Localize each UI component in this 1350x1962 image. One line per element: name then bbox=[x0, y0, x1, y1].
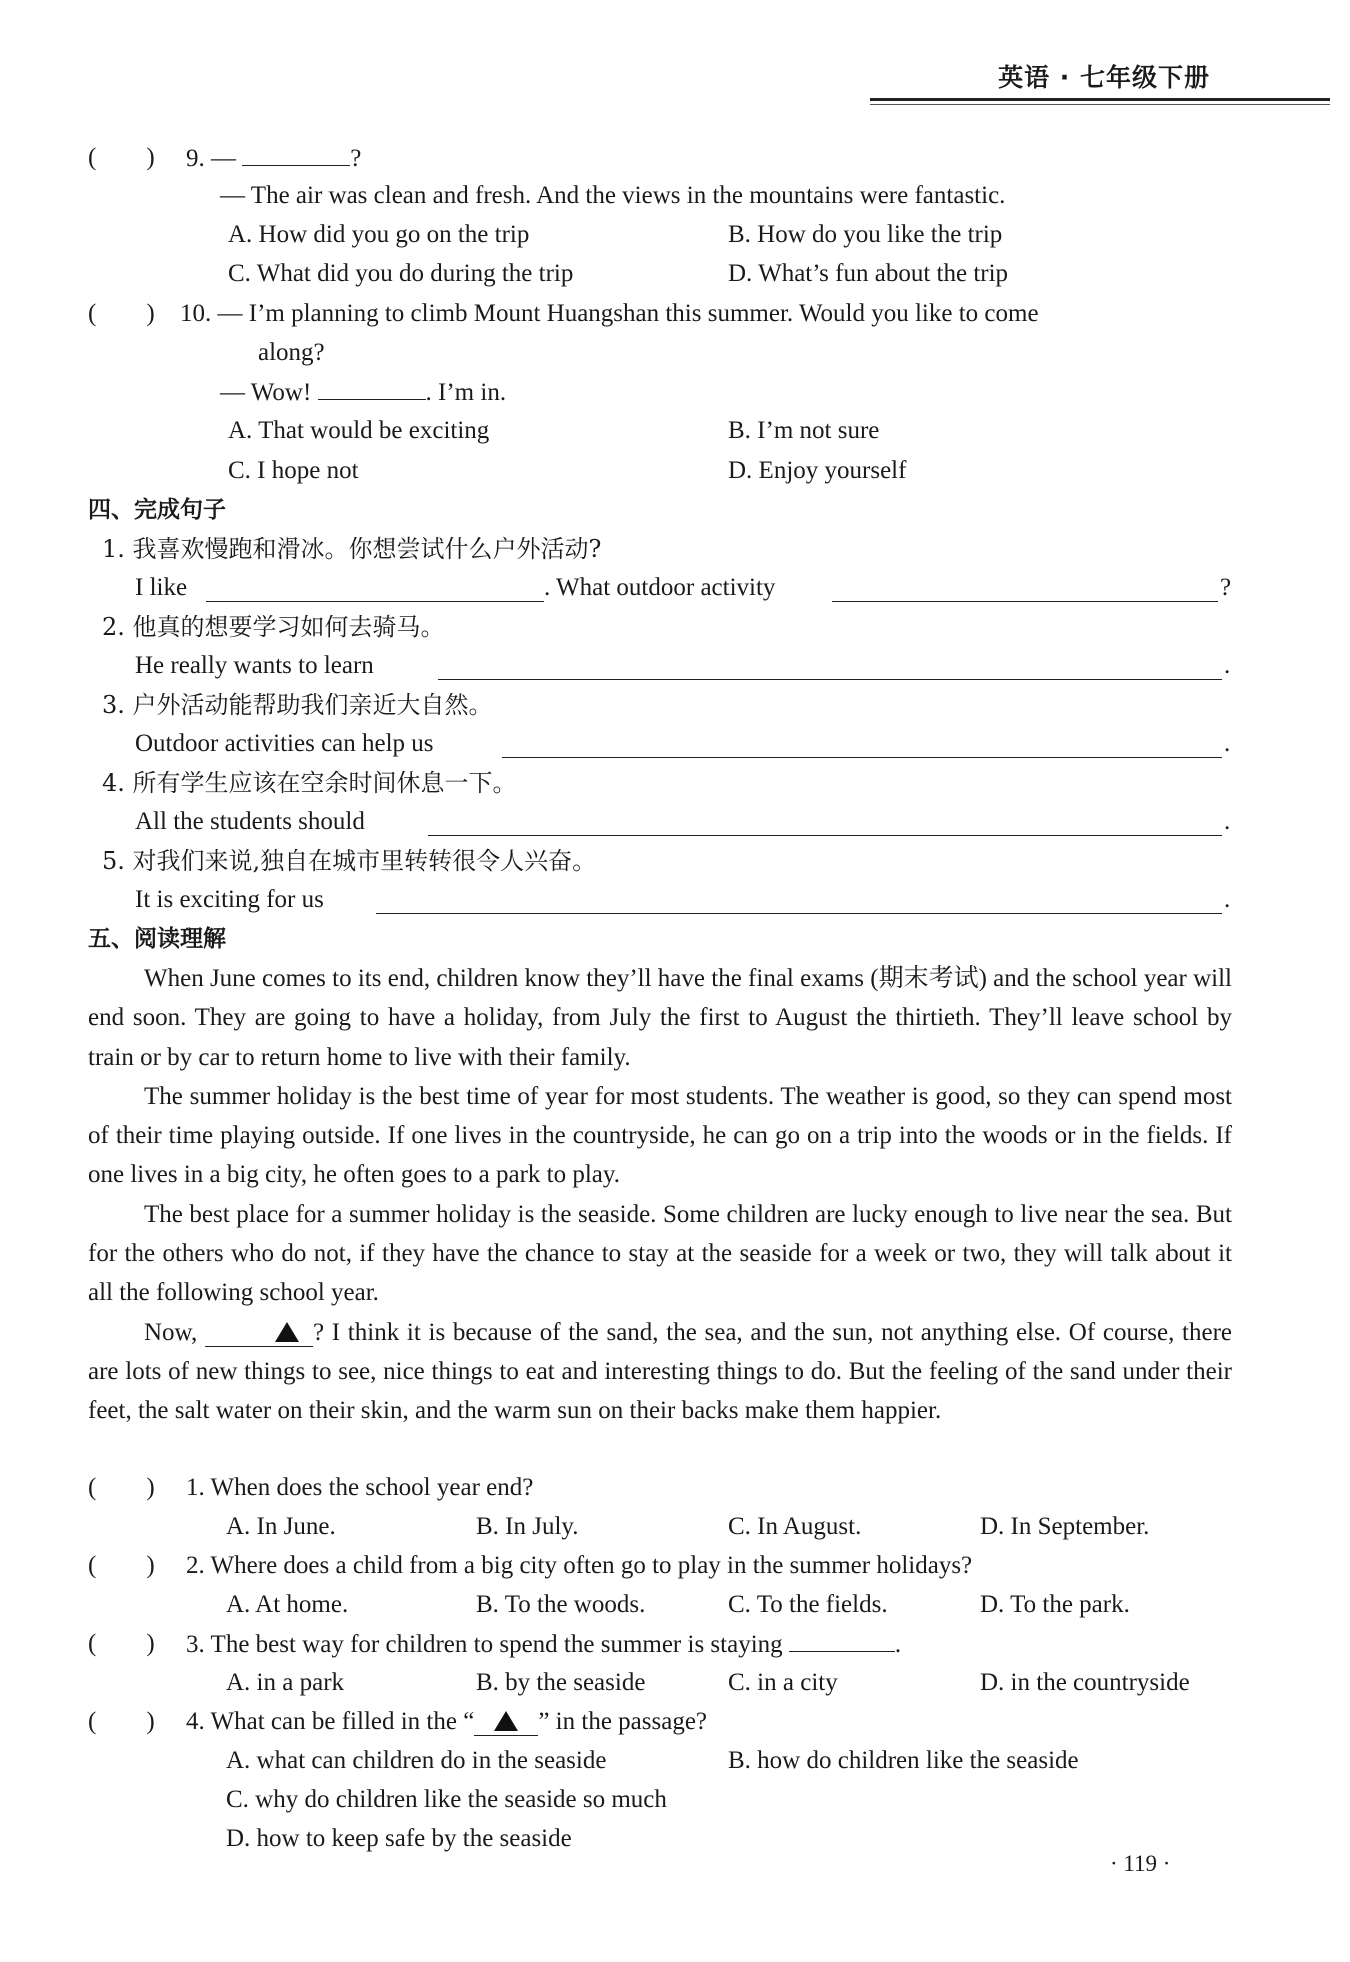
answer-paren-r4[interactable]: ( ) bbox=[88, 1708, 155, 1735]
answer-blank[interactable] bbox=[318, 373, 426, 400]
answer-blank[interactable] bbox=[502, 756, 1222, 758]
r4-text-a: 4. What can be filled in the “ bbox=[186, 1708, 475, 1735]
dash: — bbox=[211, 145, 236, 172]
r4-option-d[interactable]: D. how to keep safe by the seaside bbox=[226, 1825, 572, 1852]
answer-blank[interactable] bbox=[428, 834, 1222, 836]
s4-item-3-end: . bbox=[1224, 730, 1231, 757]
s4-item-3-english: Outdoor activities can help us bbox=[135, 730, 434, 757]
answer-paren-r3[interactable]: ( ) bbox=[88, 1630, 155, 1657]
q10-line1: — I’m planning to climb Mount Huangshan this summer. Would you like to come bbox=[217, 300, 1039, 327]
q9-option-b[interactable]: B. How do you like the trip bbox=[728, 221, 1003, 248]
section-5-title: 五、阅读理解 bbox=[88, 926, 226, 952]
r-question-1: 1. When does the school year end? bbox=[186, 1474, 534, 1501]
r3-text: 3. The best way for children to spend the summer is staying bbox=[186, 1631, 783, 1658]
header-title: 英语 · 七年级下册 bbox=[998, 63, 1210, 92]
r2-option-d[interactable]: D. To the park. bbox=[980, 1591, 1130, 1618]
question-9 bbox=[186, 139, 361, 178]
r1-option-b[interactable]: B. In July. bbox=[476, 1513, 579, 1540]
r2-option-b[interactable]: B. To the woods. bbox=[476, 1591, 646, 1618]
r-question-2: 2. Where does a child from a big city often go to play in the summer holidays? bbox=[186, 1552, 973, 1579]
q10-reply bbox=[220, 373, 506, 412]
passage-paragraph-2: The summer holiday is the best time of year for most students. The weather is good, so they can spend most of their time playing outside. If one lives in the countryside, he can go on a trip into the woods or in the fields. If one lives in a big city, he often goes to a park to play. bbox=[88, 1082, 1232, 1189]
r3-end: . bbox=[894, 1631, 902, 1658]
section-4-title: 四、完成句子 bbox=[88, 497, 226, 523]
triangle-icon bbox=[494, 1711, 518, 1731]
passage-paragraph-4 bbox=[88, 1313, 1232, 1431]
s4-item-1-english-b: . What outdoor activity bbox=[544, 574, 776, 601]
s4-item-2-english: He really wants to learn bbox=[135, 652, 374, 679]
answer-paren-r1[interactable]: ( ) bbox=[88, 1474, 155, 1501]
r4-text-b: ” in the passage? bbox=[538, 1708, 708, 1735]
s4-item-1-chinese: 1. 我喜欢慢跑和滑冰。你想尝试什么户外活动? bbox=[102, 535, 602, 563]
page-number: · 119 · bbox=[1110, 1851, 1171, 1876]
s4-item-2-end: . bbox=[1224, 652, 1231, 679]
p4-rest: ? I think it is because of the sand, the sea, and the sun, not anything else. Of course, there are lots of new things to see, nice things to eat and interesting things to do. But the feeling of the sand under their feet, the salt water on their skin, and the warm sun on their backs make them happier. bbox=[88, 1318, 1233, 1425]
s4-item-4-end: . bbox=[1224, 808, 1231, 835]
s4-item-4-english: All the students should bbox=[135, 808, 365, 835]
question-number: 10. bbox=[180, 300, 212, 327]
r3-option-b[interactable]: B. by the seaside bbox=[476, 1669, 646, 1696]
r1-option-a[interactable]: A. In June. bbox=[226, 1513, 336, 1540]
q9-option-a[interactable]: A. How did you go on the trip bbox=[228, 221, 530, 248]
answer-blank[interactable] bbox=[438, 678, 1222, 680]
q10-line2: along? bbox=[258, 339, 325, 366]
answer-blank[interactable] bbox=[376, 912, 1222, 914]
passage-paragraph-3: The best place for a summer holiday is the seaside. Some children are lucky enough to live near the sea. But for the others who do not, if they have the chance to stay at the seaside for a week or two, they will talk about it all the following school year. bbox=[88, 1200, 1232, 1307]
r-question-4 bbox=[186, 1703, 707, 1741]
answer-paren-9[interactable]: ( ) bbox=[88, 144, 155, 171]
s4-item-5-end: . bbox=[1224, 886, 1231, 913]
q10-option-a[interactable]: A. That would be exciting bbox=[228, 417, 490, 444]
q10-option-d[interactable]: D. Enjoy yourself bbox=[728, 457, 907, 484]
r1-option-c[interactable]: C. In August. bbox=[728, 1513, 862, 1540]
r4-option-a[interactable]: A. what can children do in the seaside bbox=[226, 1747, 607, 1774]
reading-passage bbox=[88, 959, 1232, 1431]
q9-answer-line: — The air was clean and fresh. And the views in the mountains were fantastic. bbox=[220, 182, 1006, 209]
q9-option-c[interactable]: C. What did you do during the trip bbox=[228, 260, 574, 287]
s4-item-5-chinese: 5. 对我们来说,独自在城市里转转很令人兴奋。 bbox=[102, 847, 597, 875]
answer-blank[interactable] bbox=[789, 1625, 895, 1652]
r3-option-a[interactable]: A. in a park bbox=[226, 1669, 345, 1696]
header-rule-thin bbox=[870, 104, 1330, 105]
s4-item-1-english-a: I like bbox=[135, 574, 188, 601]
question-number: 9. bbox=[186, 145, 205, 172]
s4-item-5-english: It is exciting for us bbox=[135, 886, 324, 913]
answer-blank[interactable] bbox=[206, 600, 544, 602]
s4-item-3-chinese: 3. 户外活动能帮助我们亲近大自然。 bbox=[102, 691, 493, 719]
answer-blank[interactable] bbox=[242, 139, 350, 166]
passage-paragraph-1: When June comes to its end, children know they’ll have the final exams (期末考试) and the school year will end soon. They are going to have a holiday, from July the first to August the thirtieth. They’ll leave school by train or by car to return home to live with their family. bbox=[88, 965, 1232, 1071]
blank-marker bbox=[205, 1320, 313, 1347]
question-10 bbox=[180, 295, 1039, 333]
r2-option-a[interactable]: A. At home. bbox=[226, 1591, 349, 1618]
header-rule bbox=[870, 98, 1330, 101]
s4-item-1-end: ? bbox=[1220, 574, 1232, 601]
answer-paren-10[interactable]: ( ) bbox=[88, 300, 155, 327]
r4-option-b[interactable]: B. how do children like the seaside bbox=[728, 1747, 1079, 1774]
q10-option-b[interactable]: B. I’m not sure bbox=[728, 417, 880, 444]
answer-blank[interactable] bbox=[832, 600, 1218, 602]
q10-reply-b: . I’m in. bbox=[425, 379, 507, 406]
blank-marker bbox=[474, 1709, 538, 1736]
r1-option-d[interactable]: D. In September. bbox=[980, 1513, 1150, 1540]
r2-option-c[interactable]: C. To the fields. bbox=[728, 1591, 888, 1618]
r-question-3 bbox=[186, 1625, 901, 1664]
q9-option-d[interactable]: D. What’s fun about the trip bbox=[728, 260, 1009, 287]
p4-start: Now, bbox=[144, 1318, 198, 1346]
r3-option-c[interactable]: C. in a city bbox=[728, 1669, 838, 1696]
s4-item-4-chinese: 4. 所有学生应该在空余时间休息一下。 bbox=[102, 769, 517, 797]
r4-option-c[interactable]: C. why do children like the seaside so much bbox=[226, 1786, 667, 1813]
answer-paren-r2[interactable]: ( ) bbox=[88, 1552, 155, 1579]
q10-option-c[interactable]: C. I hope not bbox=[228, 457, 359, 484]
s4-item-2-chinese: 2. 他真的想要学习如何去骑马。 bbox=[102, 613, 445, 641]
question-mark: ? bbox=[350, 145, 362, 172]
triangle-icon bbox=[275, 1322, 299, 1342]
q10-reply-a: — Wow! bbox=[220, 379, 312, 406]
r3-option-d[interactable]: D. in the countryside bbox=[980, 1669, 1190, 1696]
